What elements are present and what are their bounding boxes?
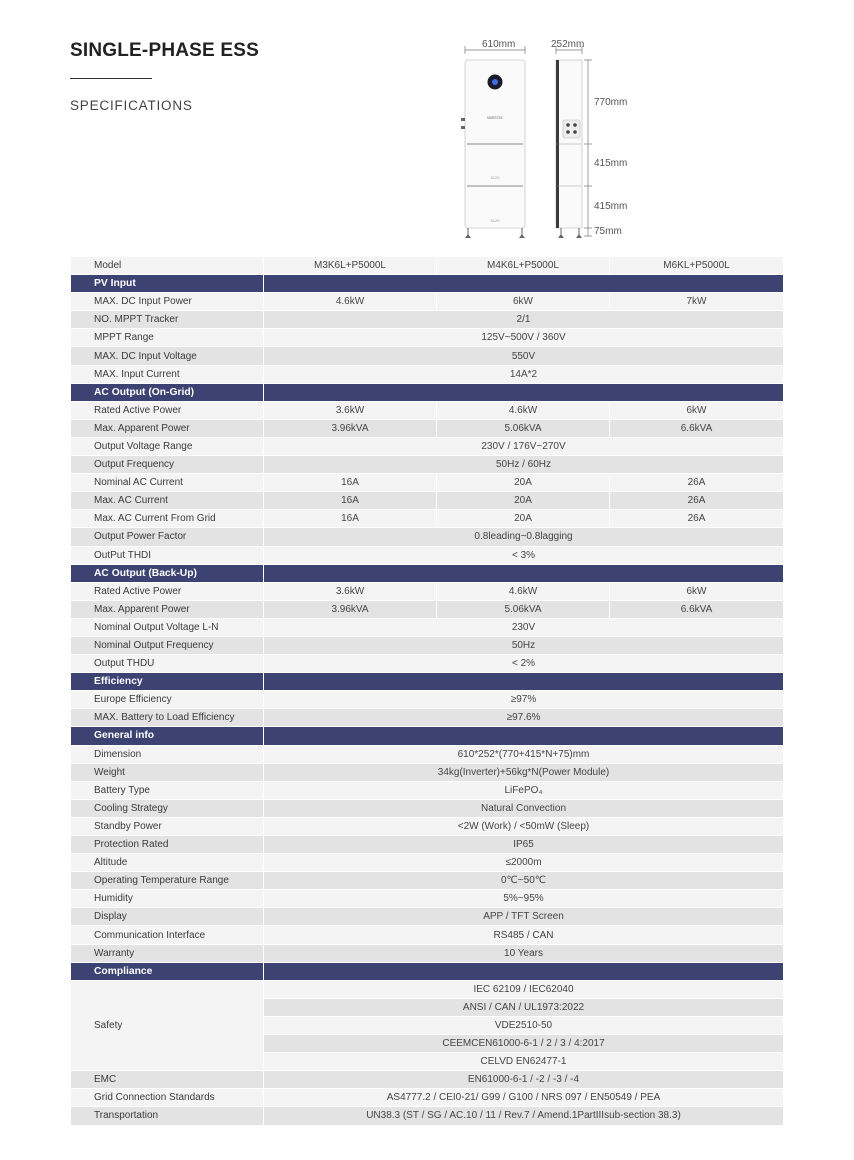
foot-base <box>558 234 564 238</box>
section-header <box>71 565 783 582</box>
spec-row <box>71 583 783 600</box>
page-subtitle: SPECIFICATIONS <box>70 98 193 113</box>
spec-value: UN38.3 (ST / SG / AC.10 / 11 / Rev.7 / Amend.1PartIIIsub-section 38.3) <box>264 1107 783 1124</box>
spec-label: Rated Active Power <box>71 583 263 600</box>
spec-row <box>71 456 783 473</box>
spec-label: NO. MPPT Tracker <box>71 311 263 328</box>
module-label: 5120 <box>490 175 500 180</box>
spec-row <box>71 528 783 545</box>
spec-value: EN61000-6-1 / -2 / -3 / -4 <box>264 1071 783 1088</box>
spec-label: Nominal Output Voltage L-N <box>71 619 263 636</box>
spec-value: ≥97% <box>264 691 783 708</box>
side-port <box>461 126 465 129</box>
spec-label: Operating Temperature Range <box>71 872 263 889</box>
connector-panel <box>563 120 580 138</box>
spec-row <box>71 818 783 835</box>
spec-value: 26A <box>610 510 783 527</box>
spec-label: Max. AC Current <box>71 492 263 509</box>
foot-base <box>576 234 582 238</box>
foot-base <box>519 234 525 238</box>
spec-label: Battery Type <box>71 782 263 799</box>
spec-label: Safety <box>71 981 263 1070</box>
spec-label: Dimension <box>71 746 263 763</box>
spec-value: 26A <box>610 474 783 491</box>
spec-row <box>71 293 783 310</box>
model-header-row <box>71 257 783 274</box>
spec-value: 6.6kVA <box>610 420 783 437</box>
spec-row <box>71 347 783 364</box>
spec-value: 10 Years <box>264 945 783 962</box>
spec-row <box>71 655 783 672</box>
spec-value: 50Hz / 60Hz <box>264 456 783 473</box>
spec-label: MPPT Range <box>71 329 263 346</box>
spec-value: 5.06kVA <box>437 601 609 618</box>
spec-row <box>71 908 783 925</box>
spec-value: 0.8leading~0.8lagging <box>264 528 783 545</box>
safety-standard: CELVD EN62477-1 <box>264 1053 783 1070</box>
spec-label: Communication Interface <box>71 926 263 943</box>
page-title: SINGLE-PHASE ESS <box>70 40 260 61</box>
spec-value: 3.6kW <box>264 402 436 419</box>
section-header <box>71 384 783 401</box>
spec-value: 6.6kVA <box>610 601 783 618</box>
foot-base <box>465 234 471 238</box>
spec-value: IP65 <box>264 836 783 853</box>
spec-row <box>71 872 783 889</box>
spec-row <box>71 926 783 943</box>
spec-row <box>71 746 783 763</box>
spec-row <box>71 854 783 871</box>
spec-value: 16A <box>264 474 436 491</box>
spec-label: Grid Connection Standards <box>71 1089 263 1106</box>
spec-label: Warranty <box>71 945 263 962</box>
spec-label: Max. Apparent Power <box>71 420 263 437</box>
spec-label: Standby Power <box>71 818 263 835</box>
model-column-header: Model <box>71 257 263 274</box>
spec-value: 230V <box>264 619 783 636</box>
spec-value: 16A <box>264 492 436 509</box>
spec-value: 20A <box>437 510 609 527</box>
spec-row <box>71 945 783 962</box>
connector <box>566 123 570 127</box>
safety-standard: CEEMCEN61000-6-1 / 2 / 3 / 4:2017 <box>264 1035 783 1052</box>
spec-label: MAX. Battery to Load Efficiency <box>71 709 263 726</box>
spec-value: APP / TFT Screen <box>264 908 783 925</box>
spec-value: 5.06kVA <box>437 420 609 437</box>
model-name: M6KL+P5000L <box>610 257 783 274</box>
spec-row <box>71 1107 783 1124</box>
spec-value: 550V <box>264 347 783 364</box>
spec-value: RS485 / CAN <box>264 926 783 943</box>
width-dimension: 610mm <box>482 39 516 50</box>
spec-label: Output THDU <box>71 655 263 672</box>
spec-value: 7kW <box>610 293 783 310</box>
spec-row <box>71 782 783 799</box>
spec-value: 6kW <box>610 583 783 600</box>
section-header <box>71 963 783 980</box>
spec-label: Cooling Strategy <box>71 800 263 817</box>
spec-label: MAX. DC Input Power <box>71 293 263 310</box>
display-glow <box>492 79 498 85</box>
spec-value: 20A <box>437 492 609 509</box>
safety-row <box>71 981 783 998</box>
product-drawing <box>455 36 645 242</box>
section-title: PV Input <box>71 275 263 292</box>
spec-value: 4.6kW <box>264 293 436 310</box>
spec-row <box>71 890 783 907</box>
spec-label: Humidity <box>71 890 263 907</box>
spec-label: Max. Apparent Power <box>71 601 263 618</box>
side-port <box>461 118 465 121</box>
spec-row <box>71 474 783 491</box>
height-dimension-base: 75mm <box>594 226 622 237</box>
section-bar <box>264 275 783 292</box>
safety-standard: ANSI / CAN / UL1973:2022 <box>264 999 783 1016</box>
section-bar <box>264 384 783 401</box>
spec-value: 2/1 <box>264 311 783 328</box>
section-title: AC Output (On-Grid) <box>71 384 263 401</box>
front-view <box>461 46 525 238</box>
section-title: AC Output (Back-Up) <box>71 565 263 582</box>
section-header <box>71 275 783 292</box>
spec-row <box>71 709 783 726</box>
spec-row <box>71 492 783 509</box>
spec-value: 6kW <box>437 293 609 310</box>
section-bar <box>264 963 783 980</box>
spec-value: 6kW <box>610 402 783 419</box>
spec-label: Rated Active Power <box>71 402 263 419</box>
height-dimension-top: 770mm <box>594 97 628 108</box>
spec-row <box>71 420 783 437</box>
spec-value: 16A <box>264 510 436 527</box>
spec-value: 14A*2 <box>264 366 783 383</box>
spec-label: Nominal AC Current <box>71 474 263 491</box>
module-label: 5120 <box>490 218 500 223</box>
spec-label: Output Power Factor <box>71 528 263 545</box>
spec-label: EMC <box>71 1071 263 1088</box>
spec-label: Protection Rated <box>71 836 263 853</box>
spec-value: 5%~95% <box>264 890 783 907</box>
spec-value: 3.96kVA <box>264 420 436 437</box>
model-name: M3K6L+P5000L <box>264 257 436 274</box>
height-dimension-module1: 415mm <box>594 158 628 169</box>
spec-value: 20A <box>437 474 609 491</box>
spec-value: 125V~500V / 360V <box>264 329 783 346</box>
title-divider <box>70 78 152 79</box>
spec-value: Natural Convection <box>264 800 783 817</box>
spec-row <box>71 764 783 781</box>
spec-label: Output Frequency <box>71 456 263 473</box>
spec-row <box>71 547 783 564</box>
spec-row <box>71 329 783 346</box>
spec-label: Nominal Output Frequency <box>71 637 263 654</box>
spec-label: MAX. DC Input Voltage <box>71 347 263 364</box>
spec-row <box>71 836 783 853</box>
spec-row <box>71 1089 783 1106</box>
spec-value: 4.6kW <box>437 583 609 600</box>
spec-label: Max. AC Current From Grid <box>71 510 263 527</box>
spec-row <box>71 366 783 383</box>
spec-label: MAX. Input Current <box>71 366 263 383</box>
spec-value: < 2% <box>264 655 783 672</box>
spec-value: 3.96kVA <box>264 601 436 618</box>
spec-label: Europe Efficiency <box>71 691 263 708</box>
spec-value: < 3% <box>264 547 783 564</box>
spec-row <box>71 800 783 817</box>
spec-value: 3.6kW <box>264 583 436 600</box>
spec-row <box>71 601 783 618</box>
section-bar <box>264 673 783 690</box>
model-name: M4K6L+P5000L <box>437 257 609 274</box>
section-bar <box>264 727 783 744</box>
spec-value: 34kg(Inverter)+56kg*N(Power Module) <box>264 764 783 781</box>
spec-value: ≤2000m <box>264 854 783 871</box>
spec-value: LiFePO₄ <box>264 782 783 799</box>
spec-value: 4.6kW <box>437 402 609 419</box>
spec-value: 26A <box>610 492 783 509</box>
spec-value: 0℃~50℃ <box>264 872 783 889</box>
section-bar <box>264 565 783 582</box>
depth-dimension: 252mm <box>551 39 585 50</box>
connector <box>573 123 577 127</box>
safety-standard: VDE2510-50 <box>264 1017 783 1034</box>
section-header <box>71 727 783 744</box>
spec-value: ≥97.6% <box>264 709 783 726</box>
section-header <box>71 673 783 690</box>
spec-value: AS4777.2 / CEI0-21/ G99 / G100 / NRS 097 / EN50549 / PEA <box>264 1089 783 1106</box>
spec-value: <2W (Work) / <50mW (Sleep) <box>264 818 783 835</box>
spec-value: 230V / 176V~270V <box>264 438 783 455</box>
safety-standard: IEC 62109 / IEC62040 <box>264 981 783 998</box>
spec-label: Weight <box>71 764 263 781</box>
section-title: General info <box>71 727 263 744</box>
section-title: Compliance <box>71 963 263 980</box>
spec-label: OutPut THDI <box>71 547 263 564</box>
brand-logo: MARSTEK <box>487 116 503 120</box>
spec-label: Output Voltage Range <box>71 438 263 455</box>
spec-value: 610*252*(770+415*N+75)mm <box>264 746 783 763</box>
section-title: Efficiency <box>71 673 263 690</box>
spec-row <box>71 402 783 419</box>
spec-label: Transportation <box>71 1107 263 1124</box>
spec-row <box>71 1071 783 1088</box>
side-view <box>556 46 592 238</box>
spec-row <box>71 619 783 636</box>
spec-row <box>71 510 783 527</box>
spec-row <box>71 691 783 708</box>
spec-label: Altitude <box>71 854 263 871</box>
spec-row <box>71 311 783 328</box>
connector <box>566 130 570 134</box>
specifications-table <box>70 256 784 1126</box>
spec-label: Display <box>71 908 263 925</box>
spec-value: 50Hz <box>264 637 783 654</box>
spec-row <box>71 438 783 455</box>
spec-row <box>71 637 783 654</box>
connector <box>573 130 577 134</box>
height-dimension-module2: 415mm <box>594 201 628 212</box>
